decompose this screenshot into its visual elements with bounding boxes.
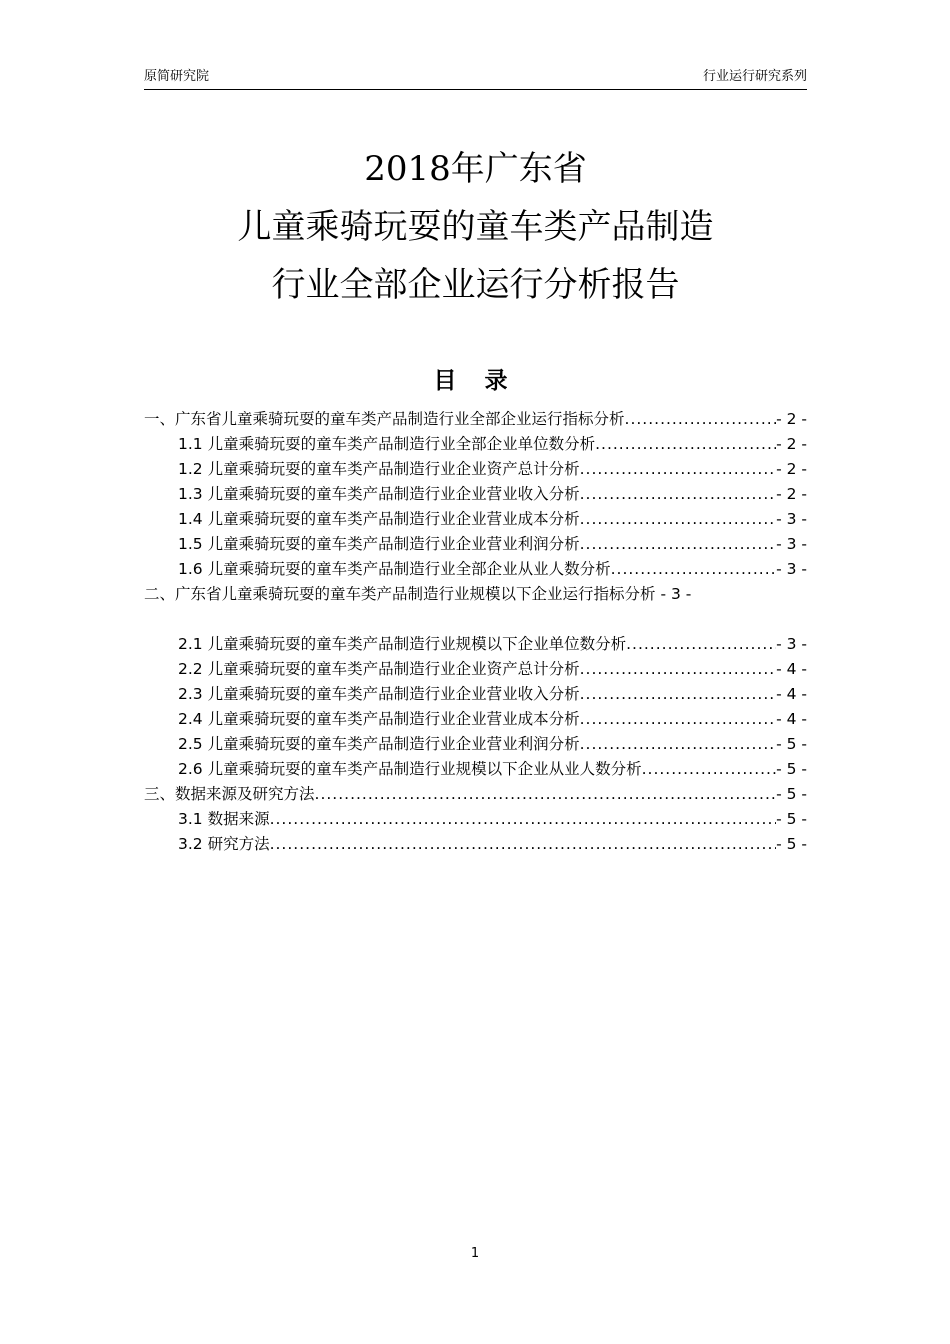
toc-entry-text: 2.1 儿童乘骑玩耍的童车类产品制造行业规模以下企业单位数分析 [178,635,627,653]
toc-entry-text: 1.4 儿童乘骑玩耍的童车类产品制造行业企业营业成本分析 [178,510,580,528]
toc-leader-dots [315,782,777,807]
toc-entry-1-1[interactable] [144,432,807,457]
toc-entry-page: - 5 - [776,835,807,853]
toc-entry-text: 2.4 儿童乘骑玩耍的童车类产品制造行业企业营业成本分析 [178,710,580,728]
toc-entry-page: - 5 - [776,760,807,778]
toc-leader-dots [580,507,777,532]
header-series: 行业运行研究系列 [702,69,807,84]
toc-entry-page: - 3 - [776,535,807,553]
toc-entry-page: - 4 - [776,685,807,703]
toc-entry-2-4[interactable] [144,707,807,732]
toc-entry-page: - 3 - [660,585,692,603]
toc-entry-page: - 4 - [776,660,807,678]
toc-heading: 目 录 [433,368,518,394]
toc-entry-2-5[interactable] [144,732,807,757]
toc-entry-text: 2.2 儿童乘骑玩耍的童车类产品制造行业企业资产总计分析 [178,660,580,678]
toc-entry-text: 二、广东省儿童乘骑玩耍的童车类产品制造行业规模以下企业运行指标分析 [144,585,656,603]
toc-leader-dots [626,632,776,657]
toc-leader-dots [625,407,777,432]
title-line-1: 2018年广东省 [364,149,587,189]
toc-entry-page: - 2 - [776,435,807,453]
toc-leader-dots [595,432,776,457]
toc-entry-text: 三、数据来源及研究方法 [144,785,315,803]
toc-entry-page: - 4 - [776,710,807,728]
toc-entry-page: - 2 - [776,410,807,428]
toc-leader-dots [611,557,777,582]
toc-entry-text: 1.2 儿童乘骑玩耍的童车类产品制造行业企业资产总计分析 [178,460,580,478]
toc-entry-text: 3.1 数据来源 [178,810,270,828]
running-header [144,67,807,90]
toc-entry-text: 2.5 儿童乘骑玩耍的童车类产品制造行业企业营业利润分析 [178,735,580,753]
toc-entry-2-1[interactable] [144,632,807,657]
toc-entry-1-4[interactable] [144,507,807,532]
toc-leader-dots [580,732,777,757]
toc-leader-dots [270,832,777,857]
toc-entry-3-2[interactable] [144,832,807,857]
toc-entry-section-1[interactable] [144,407,807,432]
toc-entry-section-3[interactable] [144,782,807,807]
table-of-contents [144,407,807,857]
toc-entry-text: 1.1 儿童乘骑玩耍的童车类产品制造行业全部企业单位数分析 [178,435,596,453]
toc-leader-dots [580,657,777,682]
header-publisher: 原简研究院 [144,69,210,84]
toc-entry-page: - 3 - [776,635,807,653]
toc-entry-2-2[interactable] [144,657,807,682]
title-line-2: 儿童乘骑玩耍的童车类产品制造 [237,207,714,247]
toc-entry-page: - 5 - [776,785,807,803]
toc-entry-page: - 2 - [776,460,807,478]
toc-entry-page: - 5 - [776,735,807,753]
toc-entry-1-2[interactable] [144,457,807,482]
toc-entry-text: 2.3 儿童乘骑玩耍的童车类产品制造行业企业营业收入分析 [178,685,580,703]
toc-leader-dots [580,482,777,507]
toc-entry-page: - 3 - [776,510,807,528]
toc-entry-text: 一、广东省儿童乘骑玩耍的童车类产品制造行业全部企业运行指标分析 [144,410,625,428]
toc-leader-dots [580,532,777,557]
toc-leader-dots [642,757,777,782]
toc-leader-dots [580,457,777,482]
toc-leader-dots [580,707,777,732]
toc-entry-1-3[interactable] [144,482,807,507]
toc-entry-text: 1.3 儿童乘骑玩耍的童车类产品制造行业企业营业收入分析 [178,485,580,503]
toc-entry-page: - 5 - [776,810,807,828]
toc-entry-1-5[interactable] [144,532,807,557]
toc-entry-page: - 3 - [776,560,807,578]
toc-entry-2-6[interactable] [144,757,807,782]
report-title [144,140,807,314]
toc-leader-dots [270,807,777,832]
toc-entry-2-3[interactable] [144,682,807,707]
toc-entry-text: 3.2 研究方法 [178,835,270,853]
toc-entry-3-1[interactable] [144,807,807,832]
toc-entry-text: 2.6 儿童乘骑玩耍的童车类产品制造行业规模以下企业从业人数分析 [178,760,642,778]
toc-entry-section-2[interactable] [144,582,807,632]
toc-entry-page: - 2 - [776,485,807,503]
toc-leader-dots [580,682,777,707]
toc-entry-text: 1.5 儿童乘骑玩耍的童车类产品制造行业企业营业利润分析 [178,535,580,553]
toc-entry-text: 1.6 儿童乘骑玩耍的童车类产品制造行业全部企业从业人数分析 [178,560,611,578]
title-line-3: 行业全部企业运行分析报告 [271,265,680,305]
toc-entry-1-6[interactable] [144,557,807,582]
page-number: 1 [470,1246,480,1261]
